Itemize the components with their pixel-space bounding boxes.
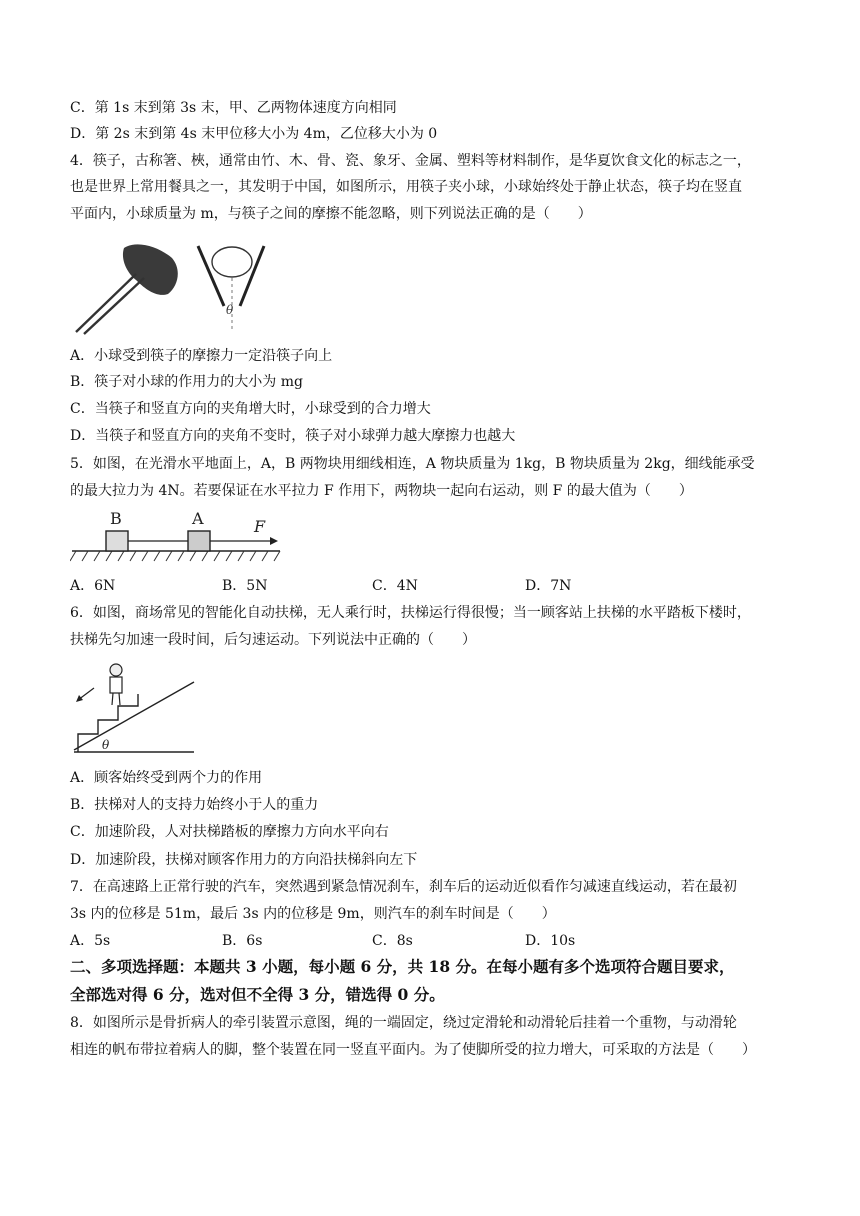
q6-option-d: D．加速阶段，扶梯对顾客作用力的方向沿扶梯斜向左下 [70, 852, 418, 868]
chopstick-right-a [198, 246, 224, 306]
label-f: F [254, 517, 266, 536]
block-b [106, 531, 128, 551]
q6-stem-2: 扶梯先匀加速一段时间，后匀速运动。下列说法中正确的（ ） [70, 632, 476, 648]
section-2-heading-2: 全部选对得 6 分，选对但不全得 3 分，错选得 0 分。 [70, 985, 445, 1004]
q8-stem-1: 8．如图所示是骨折病人的牵引装置示意图，绳的一端固定，绕过定滑轮和动滑轮后挂着一个重物，与动滑轮 [70, 1015, 737, 1031]
q3-option-c: C．第 1s 末到第 3s 末，甲、乙两物体速度方向相同 [70, 100, 397, 116]
q4-option-c: C．当筷子和竖直方向的夹角增大时，小球受到的合力增大 [70, 401, 431, 417]
q6-stem-1: 6．如图，商场常见的智能化自动扶梯，无人乘行时，扶梯运行得很慢；当一顾客站上扶梯的水平踏板下楼时， [70, 605, 751, 621]
q4-option-a: A．小球受到筷子的摩擦力一定沿筷子向上 [70, 348, 333, 364]
block-a [188, 531, 210, 551]
chopstick-left-1 [76, 274, 136, 332]
q6-option-c: C．加速阶段，人对扶梯踏板的摩擦力方向水平向右 [70, 824, 389, 840]
q8-stem-2: 相连的帆布带拉着病人的脚，整个装置在同一竖直平面内。为了使脚所受的拉力增大，可采取的方法是（ ） [70, 1042, 756, 1058]
q6-option-b: B．扶梯对人的支持力始终小于人的重力 [70, 797, 319, 813]
label-a: A [192, 509, 204, 528]
q7-stem-1: 7．在高速路上正常行驶的汽车，突然遇到紧急情况刹车，刹车后的运动近似看作匀减速直线运动，若在最初 [70, 879, 737, 895]
q4-option-d: D．当筷子和竖直方向的夹角不变时，筷子对小球弹力越大摩擦力也越大 [70, 428, 516, 444]
chopstick-right-b [240, 246, 264, 306]
q5-option-d: D．7N [525, 578, 572, 594]
q4-stem-2: 也是世界上常用餐具之一，其发明于中国，如图所示，用筷子夹小球，小球始终处于静止状态，筷子均在竖直 [70, 179, 742, 195]
angle-theta-label: θ [102, 738, 110, 752]
q5-option-b: B．5N [222, 578, 268, 594]
q6-figure [70, 658, 205, 758]
q4-stem-1: 4．筷子，古称箸、梜，通常由竹、木、骨、瓷、象牙、金属、塑料等材料制作，是华夏饮食文化的标志之一， [70, 153, 751, 169]
motion-arrow-head [76, 695, 83, 702]
q7-option-a: A．5s [70, 933, 111, 949]
q7-stem-2: 3s 内的位移是 51m，最后 3s 内的位移是 9m，则汽车的刹车时间是（ ） [70, 906, 556, 922]
q7-option-b: B．6s [222, 933, 263, 949]
q5-figure [70, 505, 285, 565]
q4-figure [74, 236, 274, 336]
person-figure [110, 664, 122, 705]
q5-stem-2: 的最大拉力为 4N。若要保证在水平拉力 F 作用下，两物块一起向右运动，则 F 的最大值为（ ） [70, 483, 693, 499]
q5-option-c: C．4N [372, 578, 418, 594]
angle-theta-label: θ [226, 303, 234, 317]
q5-stem-1: 5．如图，在光滑水平地面上，A，B 两物块用细线相连，A 物块质量为 1kg，B 物块质量为 2kg，细线能承受 [70, 456, 755, 472]
q7-option-c: C．8s [372, 933, 413, 949]
q7-option-d: D．10s [525, 933, 576, 949]
force-arrow-head [270, 537, 278, 545]
chopstick-left-2 [84, 278, 144, 334]
q3-option-d: D．第 2s 末到第 4s 末甲位移大小为 4m，乙位移大小为 0 [70, 126, 438, 142]
ground-hatching [70, 551, 280, 561]
section-2-heading-1: 二、多项选择题：本题共 3 小题，每小题 6 分，共 18 分。在每小题有多个选项符合题目要求， [70, 957, 735, 976]
q6-option-a: A．顾客始终受到两个力的作用 [70, 770, 263, 786]
q4-stem-3: 平面内，小球质量为 m，与筷子之间的摩擦不能忽略，则下列说法正确的是（ ） [70, 206, 592, 222]
hand-illustration [123, 244, 178, 295]
q5-option-a: A．6N [70, 578, 116, 594]
escalator-incline [74, 682, 194, 750]
q4-option-b: B．筷子对小球的作用力的大小为 mg [70, 374, 303, 390]
label-b: B [110, 509, 122, 528]
ball [212, 247, 252, 277]
